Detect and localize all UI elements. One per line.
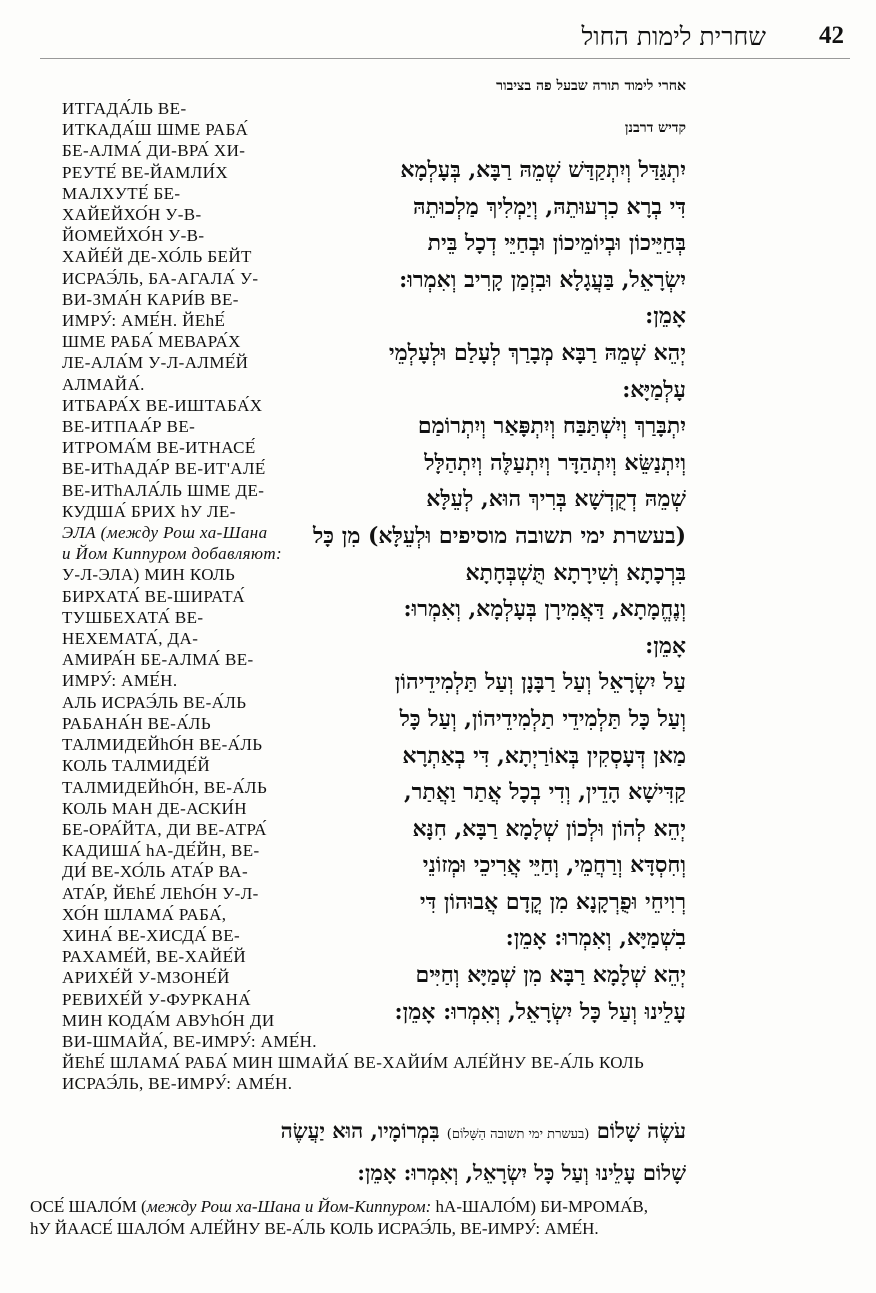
transliteration-line: АТА́Р, ЙЕһЕ́ ЛЕһО́Н У-Л- bbox=[62, 883, 259, 903]
transliteration-line: ИТГАДА́ЛЬ ВЕ- bbox=[62, 99, 187, 118]
transliteration-line: ХАЙЕЙХО́Н У-В- bbox=[62, 205, 202, 225]
kaddish-title: קדיש דרבנן bbox=[624, 120, 686, 136]
hebrew-line: יְהֵא שְׁמֵהּ רַבָּא מְבָרַךְ לְעָלַם וּלְעָלְמֵי bbox=[388, 339, 686, 366]
hebrew-line: עַל יִשְׂרָאֵל וְעַל רַבָּנָן וְעַל תַּלְמִידֵיהוֹן bbox=[394, 669, 686, 696]
transliteration-line: ВЕ-ИТһАДА́Р ВЕ-ИТ'АЛЕ́ bbox=[62, 459, 266, 479]
transliteration-line: КАДИША́ һА-ДЕ́ЙН, ВЕ- bbox=[62, 841, 260, 861]
hebrew-line: יִתְגַּדַּל וְיִתְקַדַּשׁ שְׁמֵהּ רַבָּא, בְּעָלְמָא bbox=[400, 157, 686, 183]
hebrew-line: בִשְׁמַיָּא, וְאִמְרוּ: אָמֵן: bbox=[505, 925, 686, 952]
hebrew-kaddish-text bbox=[271, 152, 686, 1030]
hebrew-line: וְעַל כָּל תַּלְמִידֵי תַלְמִידֵיהוֹן, וְעַל כָּל bbox=[399, 705, 686, 732]
transliteration-line: и Йом Киппуром добавляют: bbox=[62, 544, 283, 564]
transliteration-line: РАХАМЕ́Й, ВЕ-ХАЙЕ́Й bbox=[62, 947, 247, 967]
ru-oseh-shalom-line-1 bbox=[30, 1196, 680, 1218]
hebrew-line: עָלְמַיָּא: bbox=[622, 376, 686, 403]
oseh-shalom-line-1 bbox=[186, 1112, 686, 1154]
ru-oseh-a: ОСЕ́ ШАЛО́М ( bbox=[30, 1197, 147, 1216]
transliteration-line: ВИ-ШМАЙА́, ВЕ-ИМРУ́: АМЕ́Н. bbox=[62, 1031, 317, 1051]
transliteration-line: ДИ́ ВЕ-ХО́ЛЬ АТА́Р ВА- bbox=[62, 862, 249, 882]
russian-oseh-shalom bbox=[30, 1196, 680, 1240]
transliteration-line: ВЕ-ИТПАА́Р ВЕ- bbox=[62, 417, 196, 437]
ru-oseh-b: һА-ШАЛО́М) БИ-МРОМА́В, bbox=[431, 1197, 648, 1216]
hebrew-line: קַדִּישָׁא הָדֵין, וְדִי בְכָל אֲתַר וַאֲתַר, bbox=[403, 779, 686, 806]
transliteration-line: ЭЛА (между Рош ха-Шана bbox=[62, 523, 268, 543]
transliteration-line: ЙЕһЕ́ ШЛАМА́ РАБА́ МИН ШМАЙА́ ВЕ-ХАЙИ́М АЛЕ́ЙНУ ВЕ-А́ЛЬ КОЛЬ bbox=[62, 1053, 645, 1072]
transliteration-line: АРИХЕ́Й У-МЗОНЕ́Й bbox=[62, 968, 230, 988]
hebrew-line: וְנֶחֱמָתָא, דַּאֲמִירָן בְּעָלְמָא, וְאִמְרוּ: bbox=[403, 596, 686, 623]
transliteration-line: ВИ-ЗМА́Н КАРИ́В ВЕ- bbox=[62, 289, 239, 309]
transliteration-line: ИМРУ́: АМЕ́Н. ЙЕһЕ́ bbox=[62, 311, 226, 331]
transliteration-line: ШМЕ РАБА́ МЕВАРА́Х bbox=[62, 332, 241, 352]
transliteration-line: ХО́Н ШЛАМА́ РАБА́, bbox=[62, 904, 227, 924]
transliteration-line: ИТКАДА́Ш ШМЕ РАБА́ bbox=[62, 120, 249, 140]
running-header: שחרית לימות החול bbox=[581, 22, 766, 51]
hebrew-line: רְוִיחֵי וּפֻרְקָנָא מִן קֳדָם אֲבוּהוֹן דִּי bbox=[419, 888, 686, 915]
oseh-shalom-text-a: עֹשֶׂה שָׁלוֹם bbox=[596, 1118, 686, 1143]
hebrew-line: בְּחַיֵּיכוֹן וּבְיוֹמֵיכוֹן וּבְחַיֵּי דְכָל בֵּית bbox=[427, 230, 686, 257]
transliteration-line: НЕХЕМАТА́, ДА- bbox=[62, 629, 199, 649]
header-divider bbox=[40, 58, 850, 59]
transliteration-line: ЛЕ-АЛА́М У-Л-АЛМЕ́Й bbox=[62, 353, 249, 373]
transliteration-line: У-Л-ЭЛА) МИН КОЛЬ bbox=[62, 565, 236, 585]
transliteration-line: ТАЛМИДЕЙһО́Н ВЕ-А́ЛЬ bbox=[62, 735, 263, 755]
hebrew-line: יִתְבָּרַךְ וְיִשְׁתַּבַּח וְיִתְפָּאַר וְיִתְרוֹמַם bbox=[417, 413, 686, 440]
oseh-shalom-line-2: שָׁלוֹם עָלֵינוּ וְעַל כָּל יִשְׂרָאֵל, וְאִמְרוּ: אָמֵן: bbox=[357, 1160, 686, 1185]
transliteration-line: БЕ-АЛМА́ ДИ-ВРА́ ХИ- bbox=[62, 141, 246, 161]
transliteration-line: ИМРУ́: АМЕ́Н. bbox=[62, 671, 178, 691]
hebrew-line: מַאן דְּעָסְקִין בְּאוֹרַיְתָא, דִּי בְאַתְרָא bbox=[402, 742, 686, 769]
transliteration-line: КОЛЬ МАН ДЕ-АСКИ́Н bbox=[62, 798, 247, 818]
transliteration-line: РЕУТЕ́ ВЕ-ЙАМЛИ́Х bbox=[62, 162, 229, 182]
ten-days-note: (בעשרת ימי תשובה הַשָּׁלוֹם) bbox=[446, 1127, 590, 1142]
transliteration-line: АЛМАЙА́. bbox=[62, 374, 145, 394]
transliteration-line: ТАЛМИДЕЙһО́Н, ВЕ-А́ЛЬ bbox=[62, 777, 268, 797]
transliteration-line: ИСРАЭ́ЛЬ, ВЕ-ИМРУ́: АМЕ́Н. bbox=[62, 1074, 293, 1094]
instruction-note: אחרי לימוד תורה שבעל פה בציבור bbox=[496, 78, 686, 94]
transliteration-line: РАБАНА́Н ВЕ-А́ЛЬ bbox=[62, 713, 212, 733]
ru-oseh-shalom-line-2: һУ ЙААСЕ́ ШАЛО́М АЛЕ́ЙНУ ВЕ-А́ЛЬ КОЛЬ ИСРАЭ́ЛЬ, ВЕ-ИМРУ́: АМЕ́Н. bbox=[30, 1219, 599, 1238]
hebrew-line: בִּרְכָתָא וְשִׁירָתָא תֻּשְׁבְּחָתָא bbox=[465, 559, 686, 586]
hebrew-line: (בעשרת ימי תשובה מוסיפים וּלְעֵלָּא) מִן כָּל bbox=[313, 522, 686, 549]
transliteration-line: АМИРА́Н БЕ-АЛМА́ ВЕ- bbox=[62, 650, 254, 670]
transliteration-line: МИН КОДА́М АВУһО́Н ДИ bbox=[62, 1010, 275, 1030]
transliteration-line: МАЛХУТЕ́ БЕ- bbox=[62, 183, 181, 203]
transliteration-line: ВЕ-ИТһАЛА́ЛЬ ШМЕ ДЕ- bbox=[62, 480, 265, 500]
hebrew-line: יְהֵא לְהוֹן וּלְכוֹן שְׁלָמָא רַבָּא, חִנָּא bbox=[412, 815, 686, 842]
russian-transliteration-continuation bbox=[62, 1052, 682, 1094]
hebrew-line: דִּי בְרָא כִרְעוּתֵהּ, וְיַמְלִיךְ מַלְכוּתֵהּ bbox=[413, 193, 686, 220]
transliteration-line: КОЛЬ ТАЛМИДЕ́Й bbox=[62, 756, 211, 776]
transliteration-line: РЕВИХЕ́Й У-ФУРКАНА́ bbox=[62, 989, 251, 1009]
russian-transliteration-column bbox=[62, 98, 317, 1052]
transliteration-line: ХАЙЕ́Й ДЕ-ХО́ЛЬ БЕЙТ bbox=[62, 247, 252, 267]
transliteration-line: ИСРАЭ́ЛЬ, БА-АГАЛА́ У- bbox=[62, 268, 259, 288]
hebrew-line: וְיִתְנַשֵּׂא וְיִתְהַדָּר וְיִתְעַלֶּה וְיִתְהַלָּל bbox=[424, 449, 686, 476]
hebrew-line: שְׁמֵהּ דְקֻדְשָׁא בְּרִיךְ הוּא, לְעֵלָּא bbox=[426, 486, 686, 513]
oseh-shalom-text-b: בִּמְרוֹמָיו, הוּא יַעֲשֶׂה bbox=[280, 1118, 440, 1143]
transliteration-line: КУДША́ БРИХ һУ ЛЕ- bbox=[62, 501, 236, 521]
hebrew-line: אָמֵן: bbox=[645, 632, 686, 659]
hebrew-line: יִשְׂרָאֵל, בַּעֲגָלָא וּבִזְמַן קָרִיב וְאִמְרוּ: bbox=[399, 266, 686, 293]
transliteration-line: БЕ-ОРА́ЙТА, ДИ ВЕ-АТРА́ bbox=[62, 819, 267, 839]
hebrew-line: וְחִסְדָּא וְרַחֲמֵי, וְחַיֵּי אֲרִיכֵי וּמְזוֹנֵי bbox=[422, 852, 686, 879]
transliteration-line: ХИНА́ ВЕ-ХИСДА́ ВЕ- bbox=[62, 925, 241, 945]
hebrew-line: יְהֵא שְׁלָמָא רַבָּא מִן שְׁמַיָּא וְחַיִּים bbox=[415, 962, 686, 989]
hebrew-oseh-shalom bbox=[186, 1112, 686, 1192]
transliteration-line: ИТРОМА́М ВЕ-ИТНАСЕ́ bbox=[62, 438, 256, 458]
ru-oseh-note: между Рош ха-Шана и Йом-Киппуром: bbox=[146, 1197, 432, 1216]
hebrew-line: עָלֵינוּ וְעַל כָּל יִשְׂרָאֵל, וְאִמְרוּ: אָמֵן: bbox=[394, 998, 686, 1025]
transliteration-line: ТУШБЕХАТА́ ВЕ- bbox=[62, 607, 204, 627]
transliteration-line: ИТБАРА́Х ВЕ-ИШТАБА́Х bbox=[62, 395, 263, 415]
hebrew-line: אָמֵן: bbox=[645, 303, 686, 330]
transliteration-line: ЙОМЕЙХО́Н У-В- bbox=[62, 226, 205, 246]
transliteration-line: БИРХАТА́ ВЕ-ШИРАТА́ bbox=[62, 586, 245, 606]
page-number: 42 bbox=[819, 22, 844, 49]
transliteration-line: АЛЬ ИСРАЭ́ЛЬ ВЕ-А́ЛЬ bbox=[62, 692, 247, 712]
